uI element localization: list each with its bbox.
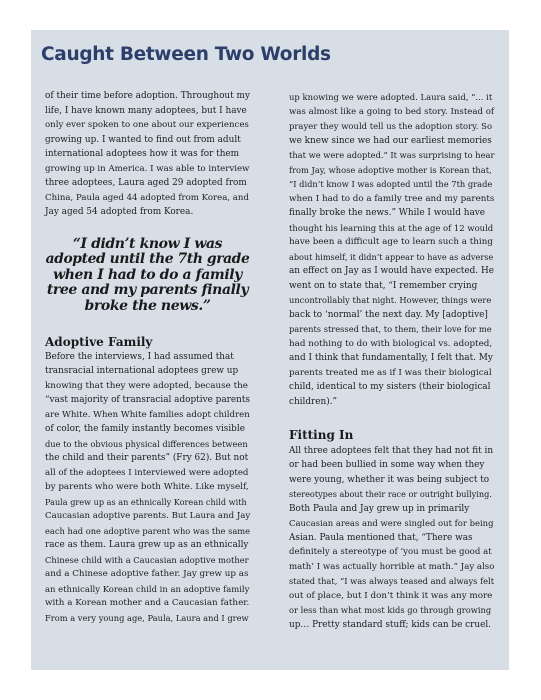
text-line: knowing that they were adopted, because the (45, 380, 248, 391)
left-column (45, 89, 250, 625)
article-title: Caught Between Two Worlds (41, 44, 331, 65)
text-line: three adoptees, Laura aged 29 adopted from (45, 178, 247, 188)
text-line: due to the obvious physical differences between (45, 438, 248, 449)
text-line: definitely a stereotype of ‘you must be good at (289, 547, 492, 557)
text-line: prayer they would tell us the adoption story. So (289, 121, 493, 131)
text-line: finally broke the news.” While I would have (289, 208, 485, 218)
adoptive-family-paragraph (45, 350, 250, 626)
text-line: was almost like a going to bed story. Instead of (289, 106, 495, 117)
fitting-in-paragraph (289, 444, 494, 633)
text-line: Caucasian areas and were singled out for being (289, 518, 494, 528)
section-heading-adoptive-family: Adoptive Family (45, 335, 153, 349)
text-line: Caucasian adoptive parents. But Laura and Jay (45, 511, 251, 521)
text-line: uncontrollably that night. However, things were (289, 295, 492, 305)
text-line: adopted until the 7th grade (45, 251, 250, 267)
text-line: or less than what most kids go through growing (289, 605, 492, 615)
text-line: child, identical to my sisters (their biological (289, 382, 491, 392)
right-column (289, 90, 494, 632)
text-line: an ethnically Korean child in an adoptive family (45, 583, 250, 594)
text-line: up knowing we were adopted. Laura said, “... it (289, 92, 493, 102)
text-line: race as them. Laura grew up as an ethnically (45, 540, 249, 550)
text-line: transracial international adoptees grew up (45, 366, 239, 376)
text-line: Both Paula and Jay grew up in primarily (289, 503, 470, 514)
text-line: by parents who were both White. Like myself, (45, 482, 249, 492)
text-line: we knew since we had our earliest memories (289, 135, 492, 146)
text-line: went on to state that, “I remember crying (289, 280, 478, 291)
text-line: from Jay, whose adoptive mother is Korean that, (289, 164, 492, 175)
text-line: each had one adoptive parent who was the same (45, 525, 251, 536)
text-line: back to ‘normal’ the next day. My [adoptive] (289, 309, 488, 320)
text-line: with a Korean mother and a Caucasian father. (45, 598, 250, 608)
text-line: China, Paula aged 44 adopted from Korea, and (45, 192, 249, 203)
section-heading-fitting-in: Fitting In (289, 428, 354, 442)
text-line: international adoptees how it was for them (45, 149, 240, 159)
text-line: growing up. I wanted to find out from adult (45, 134, 241, 145)
text-line: and a Chinese adoptive father. Jay grew up as (45, 569, 249, 579)
text-line: Paula grew up as an ethnically Korean child with (45, 496, 247, 507)
text-line: growing up in America. I was able to interview (45, 163, 250, 174)
text-line: math’ I was actually horrible at math.” Jay also (289, 561, 495, 572)
text-line: children).” (289, 396, 338, 407)
text-line: All three adoptees felt that they had not fit in (289, 445, 494, 456)
text-line: “I didn’t know I was adopted until the 7th grade (289, 179, 493, 189)
text-line: From a very young age, Paula, Laura and I grew (45, 612, 249, 623)
pull-quote (45, 237, 250, 315)
text-line: were young, whether it was being subject to (289, 474, 490, 485)
text-line: tree and my parents finally (46, 282, 249, 298)
text-line: or had been bullied in some way when they (289, 460, 485, 470)
text-line: of their time before adoption. Throughout my (45, 91, 250, 101)
text-line: of color, the family instantly becomes visible (45, 424, 245, 434)
adoption-story-paragraph (289, 90, 494, 409)
text-line: “I didn’t know I was (72, 235, 223, 252)
text-line: stereotypes about their race or outright bullying. (289, 489, 492, 499)
text-line: Before the interviews, I had assumed that (45, 351, 234, 362)
text-line: all of the adoptees I interviewed were adopted (45, 467, 249, 478)
text-line: are White. When White families adopt children (45, 409, 250, 420)
text-line: “vast majority of transracial adoptive parents (45, 395, 250, 405)
text-line: Asian. Paula mentioned that, “There was (289, 532, 473, 543)
text-line: Jay aged 54 adopted from Korea. (45, 207, 194, 217)
text-line: when I had to do a family tree and my parents (289, 193, 495, 204)
text-line: broke the news.” (84, 297, 211, 314)
text-line: life, I have known many adoptees, but I have (45, 105, 247, 116)
text-line: that we were adopted.” It was surprising to hear (289, 150, 495, 160)
text-line: out of place, but I don’t think it was any more (289, 590, 493, 601)
text-line: up… Pretty standard stuff; kids can be cruel. (289, 619, 491, 630)
text-line: an effect on Jay as I would have expected. He (289, 266, 494, 276)
intro-paragraph (45, 89, 250, 220)
text-line: and I think that fundamentally, I felt that. My (289, 353, 493, 363)
text-line: had nothing to do with biological vs. adopted, (289, 338, 493, 349)
text-line: have been a difficult age to learn such a thing (289, 237, 493, 247)
text-line: parents treated me as if I was their biological (289, 367, 492, 378)
text-line: thought his learning this at the age of 12 would (289, 222, 494, 233)
text-line: when I had to do a family (53, 266, 242, 283)
text-line: the child and their parents” (Fry 62). But not (45, 453, 249, 463)
text-line: stated that, “I was always teased and always felt (289, 576, 495, 586)
text-line: only ever spoken to one about our experiences (45, 120, 249, 130)
text-line: about himself, it didn’t appear to have as adverse (289, 251, 494, 262)
text-line: parents stressed that, to them, their love for me (289, 324, 492, 334)
text-line: Chinese child with a Caucasian adoptive mother (45, 554, 249, 565)
